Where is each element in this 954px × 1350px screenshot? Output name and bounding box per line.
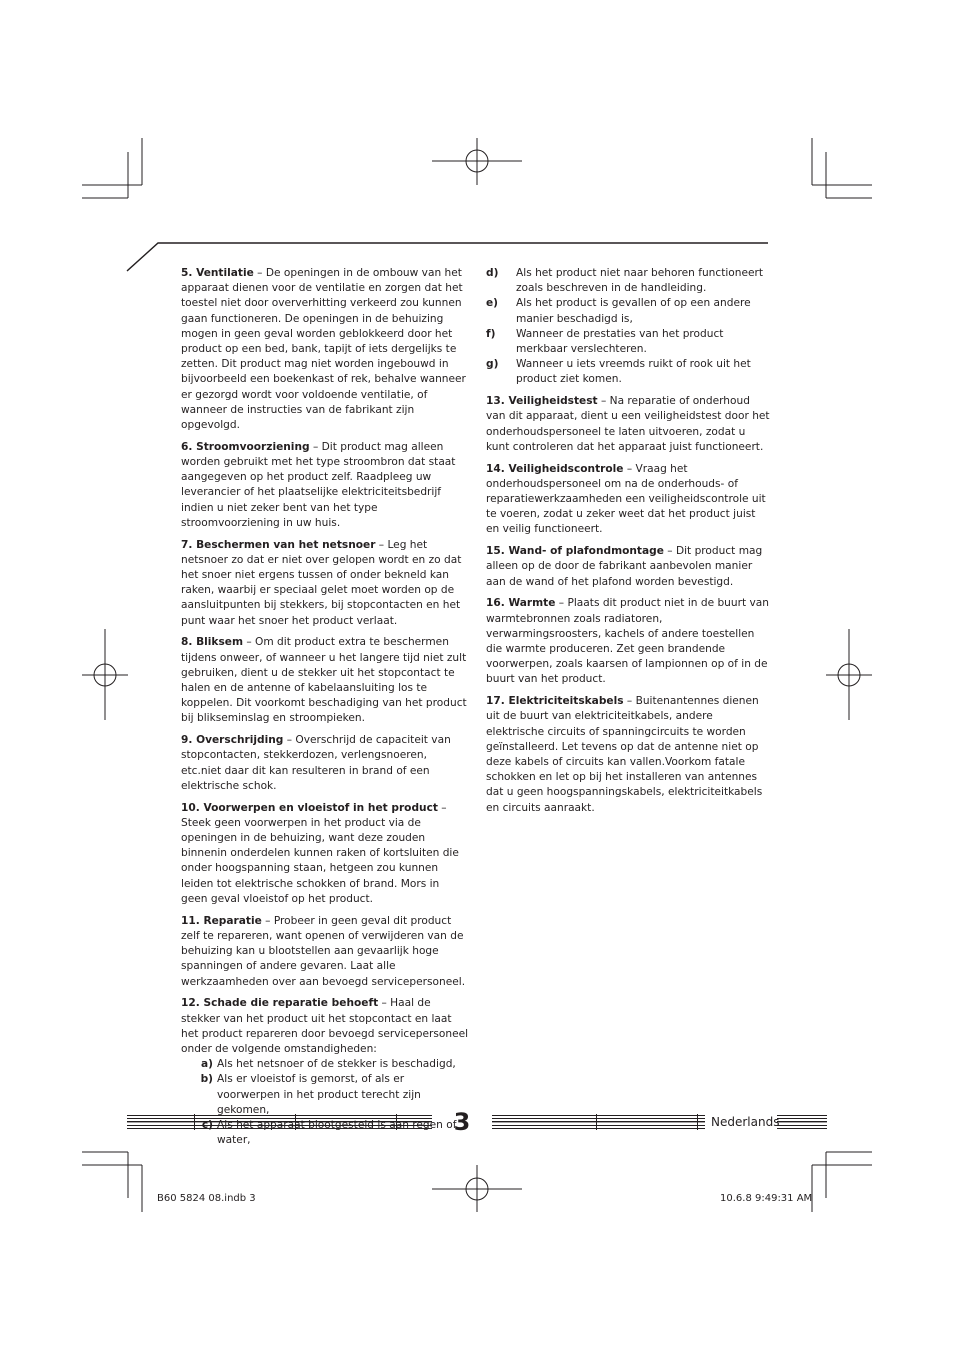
sublist-left — [181, 1057, 469, 1148]
page-number: 3 — [453, 1108, 471, 1136]
footer-rule-end — [777, 1115, 827, 1129]
registration-target-left — [82, 629, 128, 720]
item-schade: 12. Schade die reparatie behoeft – Haal de stekker van het product uit het stopcontact en laat het product repareren door bevoegd servicepersoneel onder de volgende omstandigheden: — [181, 997, 469, 1055]
item-bliksem: 8. Bliksem – Om dit product extra te beschermen tijdens onweer, of wanneer u het langere tijd niet zult gebruiken, dient u de stekker uit het stopcontact te halen en de antenne of kabelaansluiting los te koppelen. Dit voorkomt beschadiging van het product bij blikseminslag en stroompieken. — [181, 636, 467, 725]
item-voorwerpen: 10. Voorwerpen en vloeistof in het product – Steek geen voorwerpen in het product via de openingen in de behuizing, want deze zouden binnenin onderdelen kunnen raken of kortsluiten die onder hoogspanning staan, hetgeen zou kunnen leiden tot elektrische schokken of brand. Mors in geen geval vloeistof op het product. — [181, 801, 459, 905]
registration-target-top — [432, 138, 522, 185]
left-column — [181, 266, 469, 1148]
list-item: f) Wanneer de prestaties van het product merkbaar verslechteren. — [486, 327, 724, 356]
item-veiligheidscontrole: 14. Veiligheidscontrole – Vraag het onderhoudspersoneel om na de onderhouds- of reparatiewerkzaamheden een veiligheidscontrole uit te voeren, zodat u zeker weet dat het product juist en veilig functioneert. — [486, 462, 766, 536]
list-item: c) Als het apparaat blootgesteld is aan regen of water, — [201, 1118, 457, 1147]
sublist-right — [486, 266, 772, 388]
item-stroomvoorziening: 6. Stroomvoorziening – Dit product mag alleen worden gebruikt met het type stroombron dat staat aangegeven op het product zelf. Raadpleeg uw leverancier of het plaatselijke elektriciteitsbedrijf indien u niet zeker bent van het type stroomvoorziening in uw huis. — [181, 440, 456, 529]
slug-filename: B60 5824 08.indb 3 — [157, 1193, 256, 1204]
item-warmte: 16. Warmte – Plaats dit product niet in de buurt van warmtebronnen zoals radiatoren, verwarmingsroosters, kachels of andere toestellen die warmte produceren. Zet geen brandende voorwerpen, zoals kaarsen of lampionnen op of in de buurt van het product. — [486, 597, 769, 686]
registration-target-right — [826, 629, 872, 720]
list-item: d) Als het product niet naar behoren functioneert zoals beschreven in de handleiding. — [486, 267, 764, 295]
item-overschrijding: 9. Overschrijding – Overschrijd de capaciteit van stopcontacten, stekkerdozen, verlengsnoeren, etc.niet daar dit kan resulteren in brand of een elektrische schok. — [181, 734, 451, 792]
list-item: g) Wanneer u iets vreemds ruikt of rook uit het product ziet komen. — [486, 358, 751, 386]
item-reparatie: 11. Reparatie – Probeer in geen geval dit product zelf te repareren, want openen of verwijderen van de behuizing kan u blootstellen aan gevaarlijk hoge spanningen of andere gevaren. Laat alle werkzaamheden over aan bevoegd servicepersoneel. — [181, 914, 466, 988]
item-montage: 15. Wand- of plafondmontage – Dit product mag alleen op de door de fabrikant aanbevolen manier aan de wand of het plafond worden bevestigd. — [486, 545, 763, 588]
list-item: b) Als er vloeistof is gemorst, of als er voorwerpen in het product terecht zijn gekomen, — [200, 1073, 421, 1116]
item-veiligheidstest: 13. Veiligheidstest – Na reparatie of onderhoud van dit apparaat, dient u een veiligheidstest door het onderhoudspersoneel te laten uitvoeren, zodat u kunt controleren dat het apparaat juist functioneert. — [486, 395, 770, 453]
right-column — [486, 266, 772, 822]
list-item: e) Als het product is gevallen of op een andere manier beschadigd is, — [486, 297, 751, 325]
slug-timestamp: 10.6.8 9:49:31 AM — [720, 1193, 813, 1204]
item-netsnoer: 7. Beschermen van het netsnoer – Leg het netsnoer zo dat er niet over gelopen wordt en zo dat het snoer niet ergens tussen of onder bekneld kan raken, waarbij er speciaal gelet moet worden op de aansluitpunten bij stekkers, bij stopcontacten en het punt waar het snoer het product verlaat. — [181, 538, 462, 627]
list-item: a) Als het netsnoer of de stekker is beschadigd, — [201, 1058, 456, 1071]
item-ventilatie: 5. Ventilatie – De openingen in de ombouw van het apparaat dienen voor de ventilatie en zorgen dat het toestel niet door oververhitting verkeerd zou kunnen gaan functioneren. De openingen in de behuizing mogen in geen geval worden geblokkeerd door het product op een bed, bank, tapijt of iets dergelijks te zetten. Dit product mag niet worden ingebouwd in bijvoorbeeld een boekenkast of rek, behalve wanneer er gezorgd wordt voor voldoende ventilatie, of wanneer de instructies van de fabrikant zijn opgevolgd. — [181, 267, 466, 432]
item-elektriciteitskabels: 17. Elektriciteitskabels – Buitenantennes dienen uit de buurt van elektriciteitkabels, andere elektrische circuits of spanningcircuits te worden geïnstalleerd. Let tevens op dat de antenne niet op deze kabels of circuits kan vallen.Voorkom fatale schokken en let op bij het installeren van antennes dat u geen hoogspanningskabels, elektriciteitkabels en circuits aanraakt. — [486, 695, 763, 814]
language-label: Nederlands — [711, 1115, 780, 1129]
footer-rule-right — [492, 1114, 705, 1130]
registration-target-bottom — [432, 1165, 522, 1212]
